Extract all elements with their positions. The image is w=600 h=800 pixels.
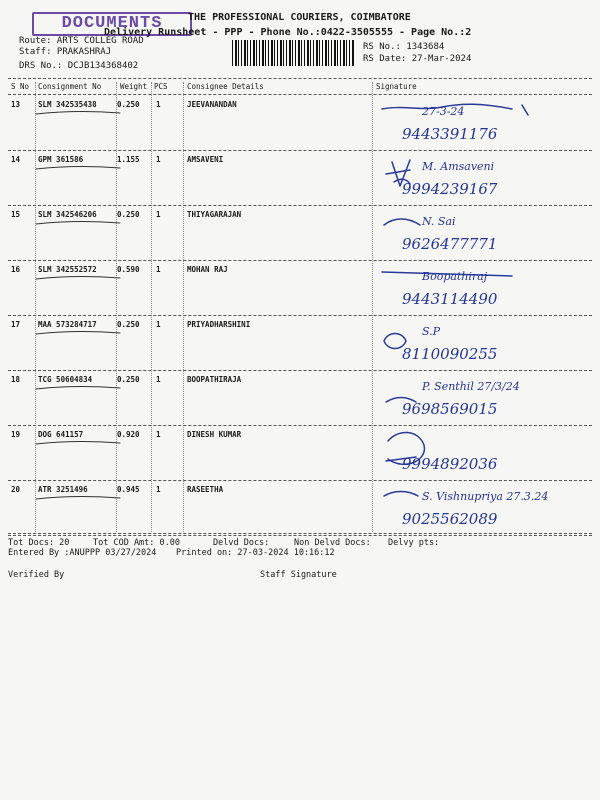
col-consignee: Consignee Details: [187, 82, 264, 91]
row-pcs: 1: [156, 210, 161, 219]
pen-underline: [34, 218, 124, 232]
divider: [8, 260, 592, 261]
divider: [8, 315, 592, 316]
row-pcs: 1: [156, 375, 161, 384]
pen-underline: [34, 163, 124, 177]
divider: [8, 205, 592, 206]
signature-line-1: N. Sai: [422, 215, 456, 228]
signature-line-1: M. Amsaveni: [422, 160, 495, 173]
company-name: THE PROFESSIONAL COURIERS, COIMBATORE: [188, 12, 411, 23]
page-title: Delivery Runsheet - PPP - Phone No.:0422-3505555 - Page No.:2: [104, 27, 472, 38]
row-sno: 16: [11, 265, 21, 274]
divider: [8, 425, 592, 426]
table-row: [0, 317, 600, 372]
signature-phone: 9025562089: [402, 510, 498, 528]
table-row: [0, 262, 600, 317]
row-consignee: DINESH KUMAR: [187, 430, 242, 439]
signature-phone: 9994892036: [402, 455, 498, 473]
divider: [8, 535, 592, 536]
signature-phone: 9443114490: [402, 290, 498, 308]
verified-by: Verified By: [8, 570, 65, 580]
signature-line-1: S.P: [422, 325, 441, 338]
row-weight: 0.250: [117, 320, 140, 329]
row-consignment-no: SLM 342535438: [38, 100, 97, 109]
signature-phone: 9443391176: [402, 125, 498, 143]
row-consignment-no: DOG 641157: [38, 430, 84, 439]
signature-phone: 9994239167: [402, 180, 498, 198]
signature-phone: 9698569015: [402, 400, 498, 418]
delivered-docs: Delvd Docs:: [213, 538, 270, 548]
table-row: [0, 482, 600, 537]
signature-line-1: Boopathiraj: [422, 270, 488, 283]
total-docs: Tot Docs: 20: [8, 538, 70, 548]
row-consignment-no: SLM 342552572: [38, 265, 97, 274]
row-consignee: RASEETHA: [187, 485, 224, 494]
row-sno: 18: [11, 375, 21, 384]
table-row: [0, 97, 600, 152]
divider: [8, 150, 592, 151]
staff: Staff: PRAKASHRAJ: [19, 47, 112, 57]
row-sno: 15: [11, 210, 21, 219]
signature-handwriting: [372, 482, 582, 536]
row-consignee: MOHAN RAJ: [187, 265, 228, 274]
total-cod: Tot COD Amt: 0.00: [93, 538, 180, 548]
row-weight: 0.920: [117, 430, 140, 439]
col-weight: Weight: [120, 82, 148, 91]
pen-underline: [34, 273, 124, 287]
row-consignment-no: ATR 3251496: [38, 485, 88, 494]
row-consignee: BOOPATHIRAJA: [187, 375, 242, 384]
col-consignment: Consignment No: [38, 82, 102, 91]
printed-on: Printed on: 27-03-2024 10:16:12: [176, 548, 335, 558]
signature-phone: 9626477771: [402, 235, 498, 253]
pen-underline: [34, 108, 124, 122]
row-weight: 0.250: [117, 210, 140, 219]
entered-by: Entered By :ANUPPP 03/27/2024: [8, 548, 157, 558]
row-sno: 13: [11, 100, 21, 109]
pen-underline: [34, 328, 124, 342]
signature-handwriting: [372, 372, 582, 426]
table-row: [0, 372, 600, 427]
row-sno: 14: [11, 155, 21, 164]
pen-underline: [34, 438, 124, 452]
row-pcs: 1: [156, 485, 161, 494]
signature-handwriting: [372, 262, 582, 316]
rs-number: RS No.: 1343684: [363, 42, 445, 52]
divider: [8, 78, 592, 79]
divider: [8, 370, 592, 371]
row-weight: 1.155: [117, 155, 140, 164]
table-row: [0, 427, 600, 482]
row-weight: 0.945: [117, 485, 140, 494]
row-weight: 0.590: [117, 265, 140, 274]
rs-date: RS Date: 27-Mar-2024: [363, 54, 472, 64]
signature-handwriting: [372, 207, 582, 261]
row-pcs: 1: [156, 100, 161, 109]
row-sno: 20: [11, 485, 21, 494]
signature-handwriting: [372, 427, 582, 481]
barcode-image: [232, 40, 355, 66]
table-row: [0, 152, 600, 207]
divider: [8, 94, 592, 95]
table-row: [0, 207, 600, 262]
row-pcs: 1: [156, 155, 161, 164]
pen-underline: [34, 493, 124, 507]
row-weight: 0.250: [117, 375, 140, 384]
row-consignee: AMSAVENI: [187, 155, 224, 164]
row-sno: 19: [11, 430, 21, 439]
row-weight: 0.250: [117, 100, 140, 109]
non-delivered-docs: Non Delvd Docs:: [294, 538, 371, 548]
documents-stamp: DOCUMENTS: [32, 12, 192, 36]
row-consignment-no: MAA 573284717: [38, 320, 97, 329]
row-consignee: PRIYADHARSHINI: [187, 320, 251, 329]
signature-handwriting: [372, 97, 582, 151]
signature-handwriting: [372, 317, 582, 371]
row-pcs: 1: [156, 265, 161, 274]
route: Route: ARTS COLLEG ROAD: [19, 36, 144, 46]
drs-number: DRS No.: DCJB134368402: [19, 61, 139, 71]
divider: [8, 533, 592, 534]
row-consignee: JEEVANANDAN: [187, 100, 237, 109]
row-pcs: 1: [156, 320, 161, 329]
signature-line-1: P. Senthil 27/3/24: [422, 380, 520, 393]
signature-phone: 8110090255: [402, 345, 498, 363]
staff-signature: Staff Signature: [260, 570, 337, 580]
row-consignment-no: GPM 361586: [38, 155, 84, 164]
col-signature: Signature: [376, 82, 417, 91]
signature-line-1: 27-3-24: [422, 105, 465, 118]
row-consignment-no: SLM 342546206: [38, 210, 97, 219]
row-sno: 17: [11, 320, 21, 329]
row-consignment-no: TCG 50604834: [38, 375, 93, 384]
signature-line-1: S. Vishnupriya 27.3.24: [422, 490, 549, 503]
col-sno: S No: [11, 82, 30, 91]
row-pcs: 1: [156, 430, 161, 439]
divider: [8, 480, 592, 481]
row-consignee: THIYAGARAJAN: [187, 210, 242, 219]
pen-underline: [34, 383, 124, 397]
signature-handwriting: [372, 152, 582, 206]
col-pcs: PCS: [154, 82, 168, 91]
delivery-points: Delvy pts:: [388, 538, 440, 548]
